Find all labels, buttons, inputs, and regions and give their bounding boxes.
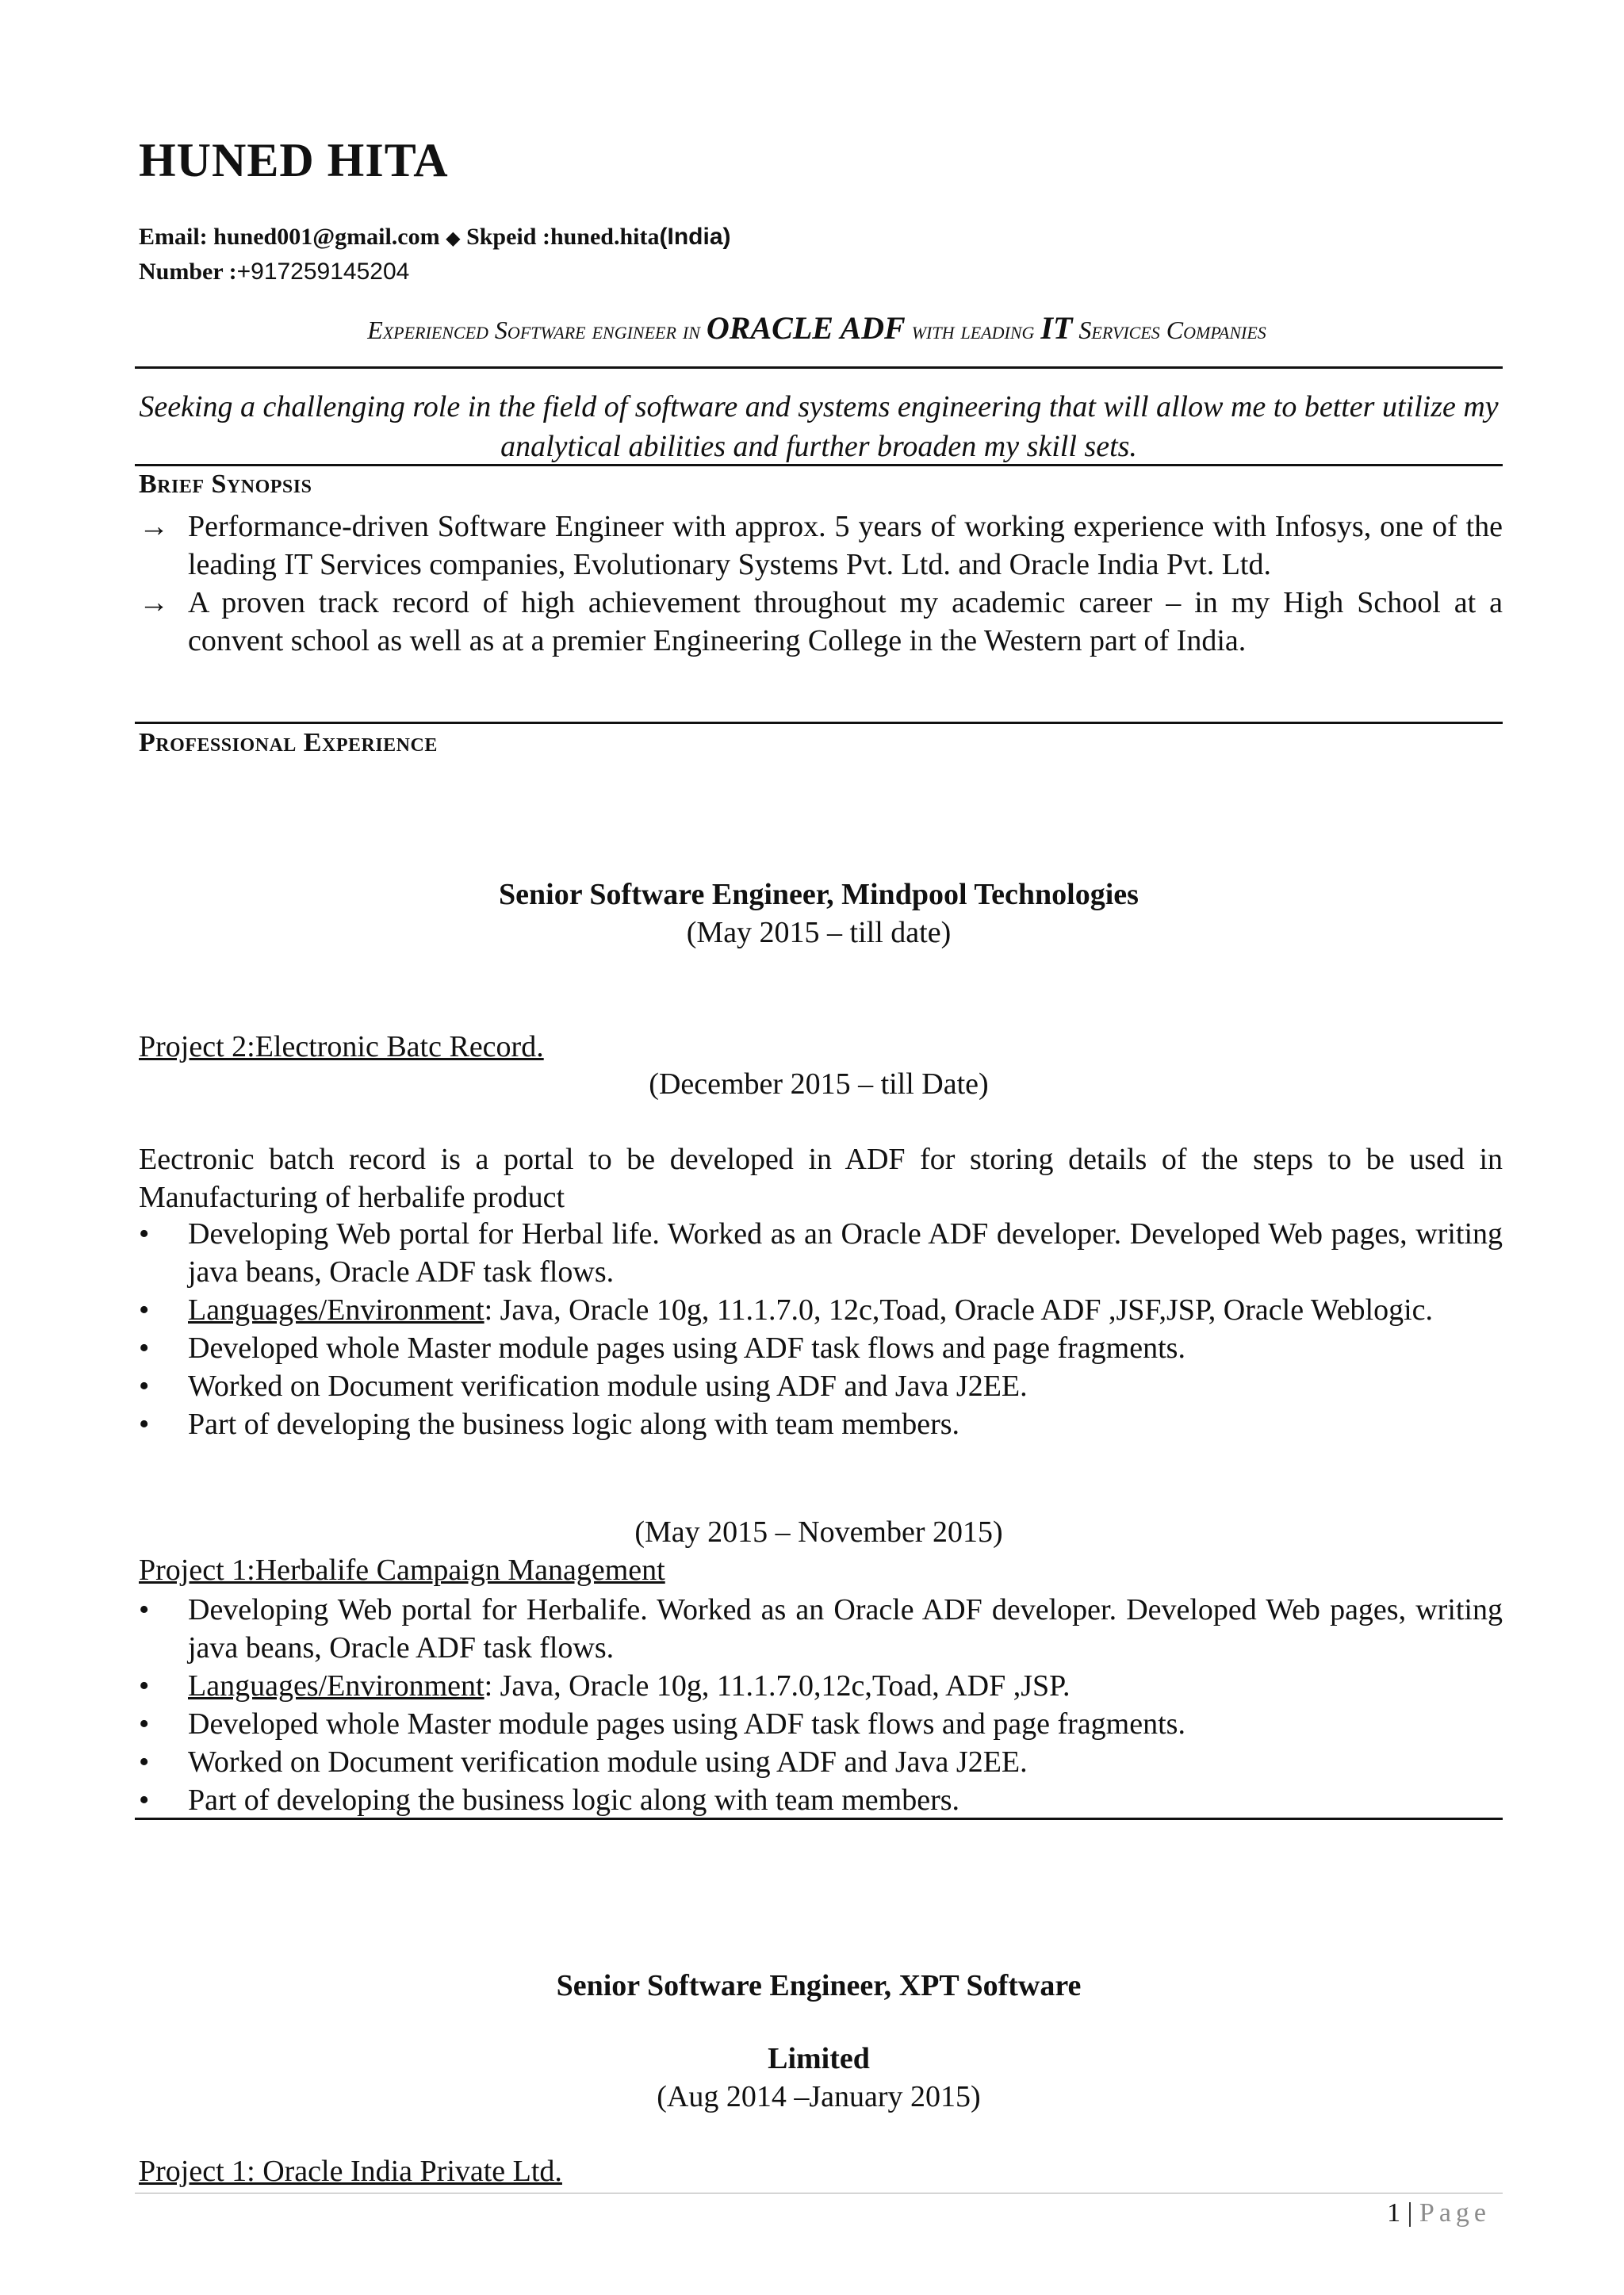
languages-value: : Java, Oracle 10g, 11.1.7.0, 12c,Toad, Oracle ADF ,JSF,JSP, Oracle Weblogic.	[484, 1293, 1434, 1327]
page-number: 1 |	[1387, 2198, 1419, 2228]
project-dates: (May 2015 – November 2015)	[634, 1515, 1003, 1549]
divider	[135, 1818, 1503, 1820]
list-item	[139, 1591, 1503, 1667]
project-bullets	[139, 1591, 1503, 1819]
section-heading-synopsis: Brief Synopsis	[139, 469, 312, 499]
list-item	[139, 1215, 1503, 1291]
skype-text: Skpeid :huned.hita	[466, 224, 660, 250]
job-title: Senior Software Engineer, XPT Software	[556, 1969, 1082, 2002]
headline-part: Experienced Software engineer in	[367, 316, 707, 344]
list-item-text: Part of developing the business logic along with team members.	[188, 1784, 960, 1817]
bullet-icon: •	[139, 1745, 150, 1779]
list-item	[139, 1781, 1503, 1819]
list-item	[139, 1705, 1503, 1743]
list-item	[139, 1667, 1503, 1705]
job-dates: (Aug 2014 –January 2015)	[657, 2080, 981, 2113]
arrow-icon: →	[139, 510, 169, 543]
project-title: Project 1:Herbalife Campaign Management	[139, 1554, 665, 1587]
list-item	[139, 1367, 1503, 1405]
contact-line	[139, 224, 731, 251]
list-item-text: Worked on Document verification module using ADF and Java J2EE.	[188, 1745, 1028, 1779]
job-title: Senior Software Engineer, Mindpool Technologies	[499, 878, 1139, 911]
project-dates: (December 2015 – till Date)	[649, 1067, 989, 1101]
diamond-separator-icon: ◆	[446, 228, 461, 249]
phone-label: Number :	[139, 259, 237, 285]
bullet-icon: •	[139, 1784, 150, 1817]
email-text: Email: huned001@gmail.com	[139, 224, 440, 250]
divider	[135, 366, 1503, 369]
headline-part: Services Companies	[1072, 316, 1266, 344]
job-title-continued: Limited	[768, 2042, 870, 2075]
bullet-icon: •	[139, 1707, 150, 1741]
languages-label: Languages/Environment	[188, 1293, 485, 1327]
list-item-text: Worked on Document verification module using ADF and Java J2EE.	[188, 1370, 1028, 1403]
bullet-icon: •	[139, 1593, 150, 1626]
list-item-text: Part of developing the business logic along with team members.	[188, 1408, 960, 1441]
divider	[135, 722, 1503, 724]
list-item-text: Developed whole Master module pages using ADF task flows and page fragments.	[188, 1707, 1185, 1741]
headline	[135, 309, 1499, 347]
list-item	[139, 1291, 1503, 1329]
synopsis-list	[139, 508, 1503, 660]
headline-part: with leading	[905, 316, 1041, 344]
list-item-text: A proven track record of high achievement throughout my academic career – in my High School at a convent school as well as at a premier Engineering College in the Western part of India.	[188, 586, 1503, 657]
arrow-icon: →	[139, 586, 169, 619]
project-description: Eectronic batch record is a portal to be developed in ADF for storing details of the steps to be used in Manufacturing of herbalife product	[139, 1143, 1503, 1214]
list-item	[139, 584, 1503, 660]
languages-label: Languages/Environment	[188, 1669, 485, 1703]
phone-line	[139, 259, 409, 285]
bullet-icon: •	[139, 1408, 150, 1441]
objective-statement: Seeking a challenging role in the field of software and systems engineering that will allow me to better utilize my analytical abilities and further broaden my skill sets.	[139, 390, 1499, 463]
languages-value: : Java, Oracle 10g, 11.1.7.0,12c,Toad, ADF ,JSP.	[484, 1669, 1071, 1703]
phone-value: +917259145204	[236, 259, 410, 285]
list-item	[139, 508, 1503, 584]
bullet-icon: •	[139, 1293, 150, 1327]
candidate-name: HUNED HITA	[139, 134, 449, 186]
bullet-icon: •	[139, 1331, 150, 1365]
headline-highlight: IT	[1040, 310, 1073, 346]
project-bullets	[139, 1215, 1503, 1443]
divider	[135, 464, 1503, 466]
project-title: Project 2:Electronic Batc Record.	[139, 1030, 544, 1063]
bullet-icon: •	[139, 1370, 150, 1403]
section-heading-experience: Professional Experience	[139, 728, 438, 757]
list-item-text: Developing Web portal for Herbalife. Worked as an Oracle ADF developer. Developed Web pages, writing java beans, Oracle ADF task flows.	[188, 1593, 1503, 1665]
job-dates: (May 2015 – till date)	[686, 916, 952, 949]
list-item-text: Developed whole Master module pages using ADF task flows and page fragments.	[188, 1331, 1185, 1365]
list-item	[139, 1743, 1503, 1781]
list-item	[139, 1329, 1503, 1367]
page-footer	[1387, 2198, 1491, 2228]
project-title: Project 1: Oracle India Private Ltd.	[139, 2155, 562, 2188]
bullet-icon: •	[139, 1217, 150, 1251]
country-text: (India)	[659, 224, 731, 250]
list-item-text: Performance-driven Software Engineer with approx. 5 years of working experience with Infosys, one of the leading IT Services companies, Evolutionary Systems Pvt. Ltd. and Oracle India Pvt. Ltd.	[188, 510, 1503, 581]
page-label: Page	[1419, 2198, 1491, 2228]
bullet-icon: •	[139, 1669, 150, 1703]
headline-highlight: ORACLE ADF	[706, 310, 906, 346]
list-item-text: Developing Web portal for Herbal life. Worked as an Oracle ADF developer. Developed Web pages, writing java beans, Oracle ADF task flows.	[188, 1217, 1503, 1289]
list-item	[139, 1405, 1503, 1443]
